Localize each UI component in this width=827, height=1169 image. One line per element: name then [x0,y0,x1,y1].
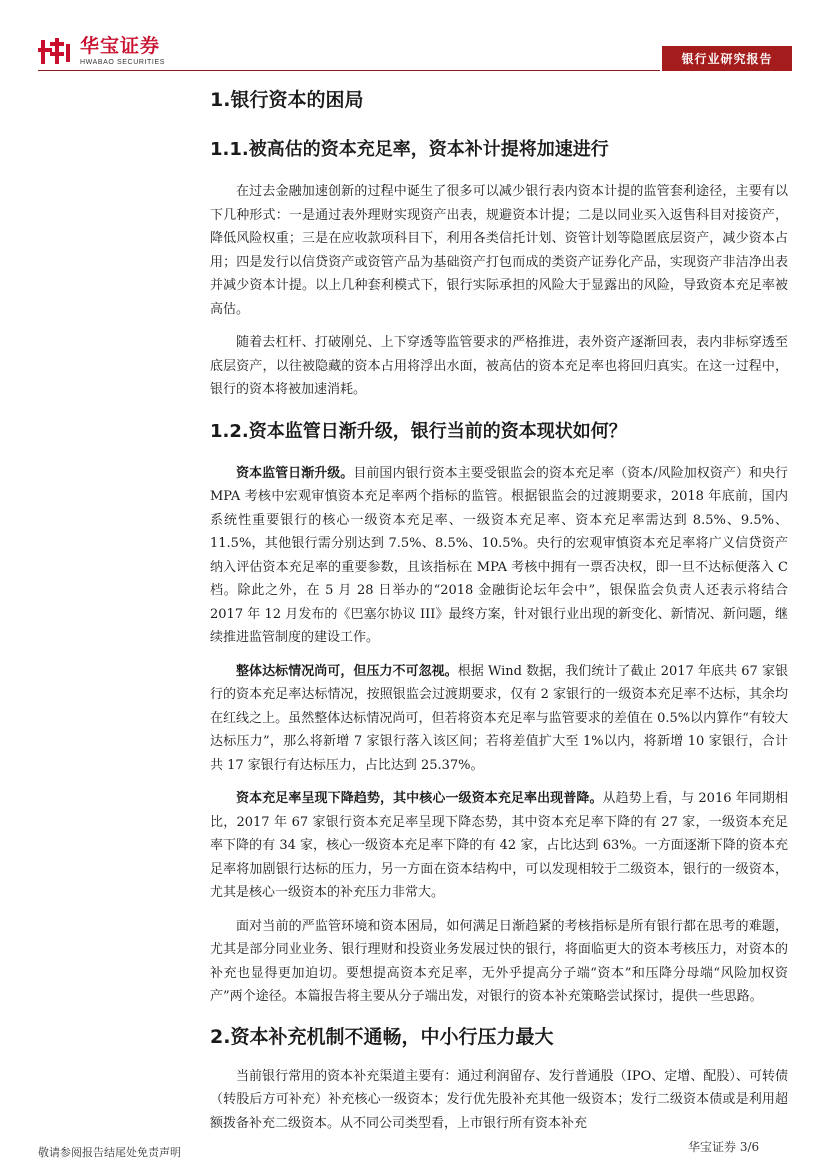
page-header [0,0,827,80]
paragraph: 在过去金融加速创新的过程中诞生了很多可以减少银行表内资本计提的监管套利途径，主要有以下几种形式：一是通过表外理财实现资产出表，规避资本计提；二是以同业买入返售科目对接资产，降低风险权重；三是在应收款项科目下，利用各类信托计划、资管计划等隐匿底层资产，减少资本占用；四是发行以信贷资产或资管产品为基础资产打包而成的类资产证券化产品，实现资产非洁净出表并减少资本计提。以上几种套利模式下，银行实际承担的风险大于显露出的风险，导致资本充足率被高估。 [210,184,788,317]
paragraph-lead: 整体达标情况尚可，但压力不可忽视。 [236,663,458,679]
footer-page-number: 华宝证券 3/6 [688,1140,760,1154]
paragraph [210,462,788,650]
paragraph-lead: 资本充足率呈现下降趋势，其中核心一级资本充足率出现普降。 [236,791,603,806]
logo-english-name: HWABAO SECURITIES [80,58,166,66]
paragraph [210,660,788,778]
section-1-title: 1.银行资本的困局 [210,89,364,111]
paragraph-lead: 资本监管日渐升级。 [236,465,354,481]
paragraph [210,787,788,905]
section-1-1-title: 1.1.被高估的资本充足率，资本补计提将加速进行 [210,139,609,160]
report-type-badge: 银行业研究报告 [662,46,792,71]
section-2-title: 2.资本补充机制不通畅，中小行压力最大 [210,1025,554,1048]
paragraph-text: 根据 Wind 数据，我们统计了截止 2017 年底共 67 家银行的资本充足率达标情况，按照银监会过渡期要求，仅有 2 家银行的一级资本充足率不达标，其余均在红线之上。虽然整体达标情况尚可，但若将资本充足率与监管要求的差值在 0.5%以内算作“有较大达标压力”，那么将新增 7 家银行落入该区间；若将差值扩大至 1%以内，将新增 10 家银行，合计共 17 家银行有达标压力，占比达到 25.37%。 [210,663,788,773]
company-logo [38,36,165,66]
report-body [210,86,788,1135]
header-divider [38,70,660,71]
logo-chinese-name: 华宝证券 [80,34,161,57]
hwabao-logo-icon [38,36,74,66]
section-1-2-title: 1.2.资本监管日渐升级，银行当前的资本现状如何？ [210,420,627,442]
paragraph-text: 从趋势上看，与 2016 年同期相比，2017 年 67 家银行资本充足率呈现下降态势，其中资本充足率下降的有 27 家，一级资本充足率下降的有 34 家，核心一级资本充足率下降的有 42 家，占比达到 63%。一方面逐渐下降的资本充足率将加剧银行达标的压力，另一方面在资本结构中，可以发现相较于二级资本，银行的一级资本，尤其是核心一级资本的补充压力非常大。 [210,791,788,900]
paragraph: 当前银行常用的资本补充渠道主要有：通过利润留存、发行普通股（IPO、定增、配股）、可转债（转股后方可补充）补充核心一级资本；发行优先股补充其他一级资本；发行二级资本债或是利用超额拨备补充二级资本。从不同公司类型看，上市银行所有资本补充 [210,1068,788,1131]
footer-disclaimer: 敬请参阅报告结尾处免责声明 [38,1146,181,1159]
paragraph-text: 目前国内银行资本主要受银监会的资本充足率（资本/风险加权资产）和央行 MPA 考核中宏观审慎资本充足率两个指标的监管。根据银监会的过渡期要求，2018 年底前，国内系统性重要银行的核心一级资本充足率、一级资本充足率、资本充足率需达到 8.5%、9.5%、11.5%，其他银行需分别达到 7.5%、8.5%、10.5%。央行的宏观审慎资本充足率将广义信贷资产纳入评估资本充足率的重要参数，且该指标在 MPA 考核中拥有一票否决权，即一旦不达标便落入 C 档。除此之外，在 5 月 28 日举办的“2018 金融街论坛年会中”，银保监会负责人还表示将结合 2017 年 12 月发布的《巴塞尔协议 III》最终方案，针对银行业出现的新变化、新情况、新问题，继续推进监管制度的建设工作。 [210,465,788,645]
paragraph: 随着去杠杆、打破刚兑、上下穿透等监管要求的严格推进，表外资产逐渐回表，表内非标穿透至底层资产，以往被隐藏的资本占用将浮出水面，被高估的资本充足率也将回归真实。在这一过程中，银行的资本将被加速消耗。 [210,335,788,397]
paragraph: 面对当前的严监管环境和资本困局，如何满足日渐趋紧的考核指标是所有银行都在思考的难题，尤其是部分同业业务、银行理财和投资业务发展过快的银行，将面临更大的资本考核压力，对资本的补充也显得更加迫切。要想提高资本充足率，无外乎提高分子端“资本”和压降分母端“风险加权资产”两个途径。本篇报告将主要从分子端出发，对银行的资本补充策略尝试探讨，提供一些思路。 [210,918,788,1004]
